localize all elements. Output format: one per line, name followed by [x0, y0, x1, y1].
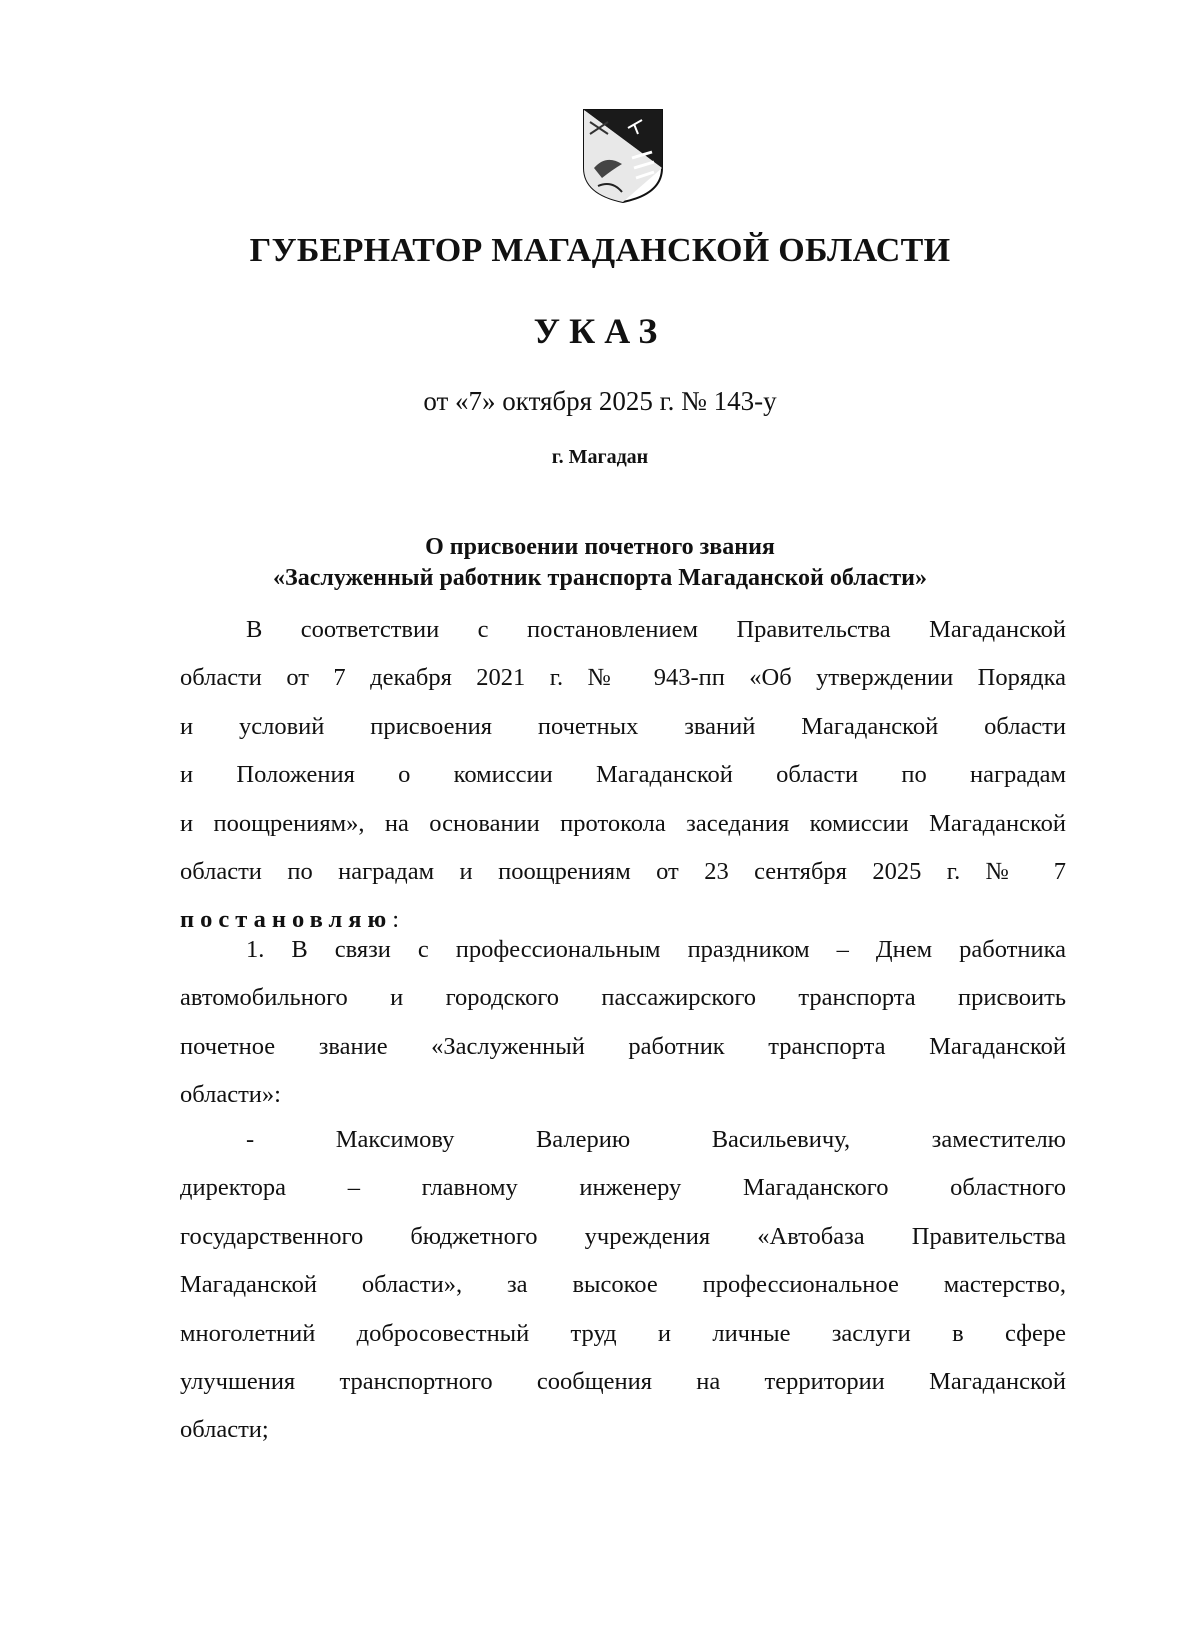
text-line: области»: [180, 1081, 281, 1109]
text-line: области по наградам и поощрениям от 23 сентября 2025 г. № 7 [180, 857, 1066, 885]
coat-of-arms-emblem [582, 108, 664, 204]
recipient-paragraph [180, 1116, 1066, 1455]
decree-colon: : [392, 906, 400, 934]
text-line: области от 7 декабря 2021 г. № 943-пп «Об утверждении Порядка [180, 664, 1066, 692]
text-line: автомобильного и городского пассажирского транспорта присвоить [180, 984, 1066, 1012]
preamble-paragraph [180, 606, 1066, 945]
text-line: многолетний добросовестный труд и личные заслуги в сфере [180, 1319, 1066, 1347]
text-line: и поощрениям», на основании протокола заседания комиссии Магаданской [180, 809, 1066, 837]
decree-word: постановляю [180, 906, 393, 934]
text-line: В соответствии с постановлением Правительства Магаданской [246, 616, 1066, 643]
text-line: области; [180, 1416, 269, 1444]
issuing-authority: ГУБЕРНАТОР МАГАДАНСКОЙ ОБЛАСТИ [249, 232, 951, 269]
item-1-paragraph [180, 926, 1066, 1120]
text-line: Магаданской области», за высокое профессиональное мастерство, [180, 1271, 1066, 1299]
text-line: - Максимову Валерию Васильевичу, заместителю [246, 1126, 1066, 1153]
text-line: государственного бюджетного учреждения «Автобаза Правительства [180, 1222, 1066, 1250]
title-line: О присвоении почетного звания [425, 534, 775, 560]
text-line: и условий присвоения почетных званий Магаданской области [180, 712, 1066, 740]
text-line: директора – главному инженеру Магаданского областного [180, 1174, 1066, 1202]
document-date-number: от «7» октября 2025 г. № 143-у [423, 386, 777, 416]
document-title [0, 532, 1200, 594]
document-type: УКАЗ [533, 311, 667, 351]
text-line: 1. В связи с профессиональным праздником – Днем работника [246, 936, 1066, 963]
text-line: и Положения о комиссии Магаданской области по наградам [180, 761, 1066, 789]
text-line: улучшения транспортного сообщения на территории Магаданской [180, 1367, 1066, 1395]
document-place: г. Магадан [551, 446, 649, 468]
title-line: «Заслуженный работник транспорта Магаданской области» [273, 565, 927, 591]
text-line: почетное звание «Заслуженный работник транспорта Магаданской [180, 1032, 1066, 1060]
